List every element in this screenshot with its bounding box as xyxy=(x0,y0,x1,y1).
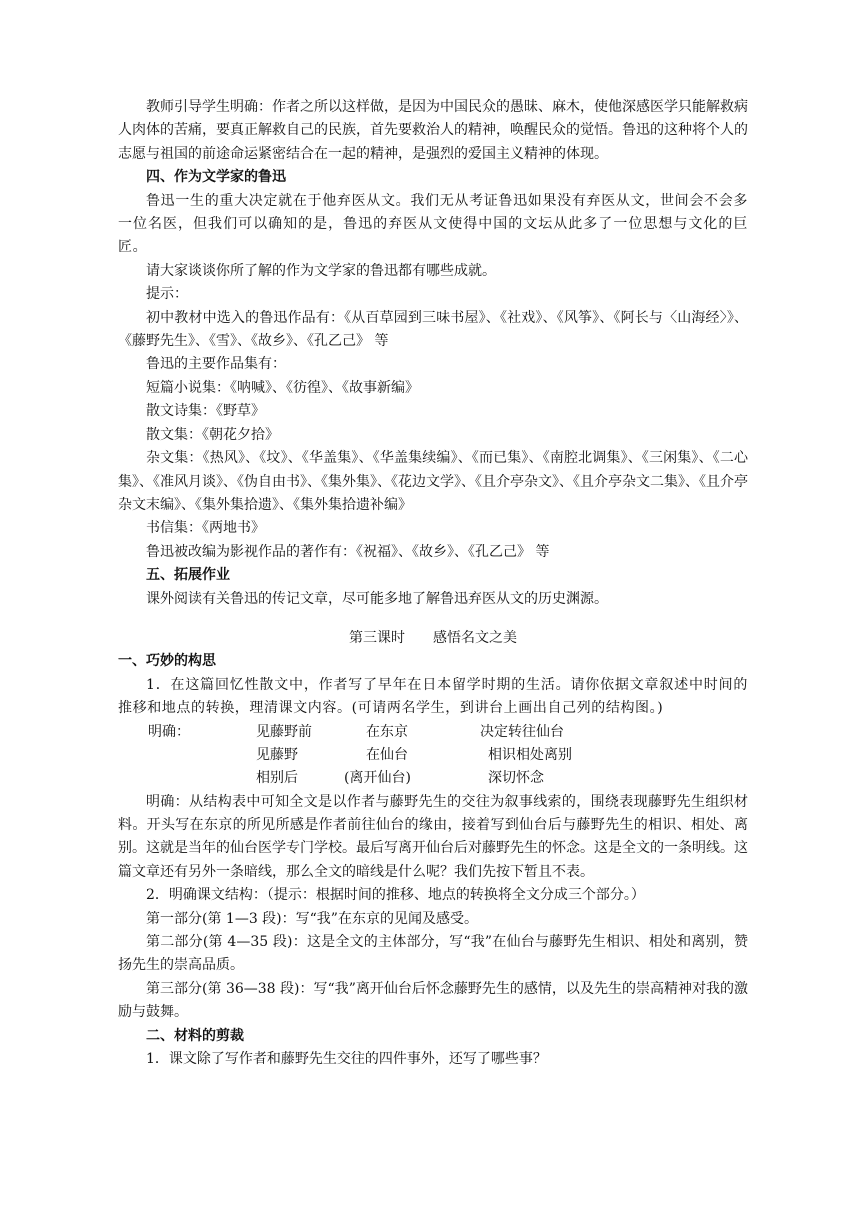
section-heading-5: 五、拓展作业 xyxy=(146,567,230,584)
paragraph-short-stories: 短篇小说集：《呐喊》、《彷徨》、《故事新编》 xyxy=(146,379,419,396)
section-heading-4: 四、作为文学家的鲁迅 xyxy=(146,169,286,186)
question-2: 2．明确课文结构：（提示：根据时间的推移、地点的转换将全文分成三个部分。） xyxy=(146,887,645,904)
paragraph-adaptations: 鲁迅被改编为影视作品的著作有：《祝福》、《故乡》、《孔乙己》 等 xyxy=(146,543,550,560)
question-1: 1．在这篇回忆性散文中，作者写了早年在日本留学时期的生活。请你依据文章叙述中时间的推移和地点的转换，理清课文内容。(可请两名学生，到讲台上画出自己列的结构图。) xyxy=(118,676,748,717)
paragraph-letters: 书信集：《两地书》 xyxy=(146,520,265,537)
paragraph-zawen: 杂文集：《热风》、《坟》、《华盖集》、《华盖集续编》、《而已集》、《南腔北调集》、《三闲集》、《二心集》、《准风月谈》、《伪自由书》、《集外集》、《花边文学》、《且介亭杂文》、《且介亭杂文二集》、《且介亭杂文末编》、《集外集拾遗》、《集外集拾遗补编》 xyxy=(118,450,748,513)
structure-cell: 深切怀念 xyxy=(488,769,544,786)
structure-cell: 在东京 xyxy=(366,723,408,740)
structure-cell: 见藤野 xyxy=(256,746,298,763)
paragraph-homework: 课外阅读有关鲁迅的传记文章，尽可能多地了解鲁迅弃医从文的历史渊源。 xyxy=(146,590,608,607)
structure-cell: (离开仙台) xyxy=(344,769,411,786)
paragraph-explanation: 明确：从结构表中可知全文是以作者与藤野先生的交往为叙事线索的，围绕表现藤野先生组织材料。开头写在东京的所见所感是作者前往仙台的缘由，接着写到仙台后与藤野先生的相识、相处、离别。这就是当年的仙台医学专门学校。最后写离开仙台后对藤野先生的怀念。这是全文的一条明线。这篇文章还有另外一条暗线，那么全文的暗线是什么呢？我们先按下暂且不表。 xyxy=(118,793,748,880)
structure-table xyxy=(118,721,748,791)
paragraph-essays: 散文集：《朝花夕拾》 xyxy=(146,426,279,443)
structure-cell: 见藤野前 xyxy=(256,723,312,740)
structure-label: 明确： xyxy=(148,723,190,740)
part-2: 第二部分(第 4—35 段)：这是全文的主体部分，写“我”在仙台与藤野先生相识、相处和离别，赞扬先生的崇高品质。 xyxy=(118,934,748,974)
paragraph-textbook-works: 初中教材中选入的鲁迅作品有：《从百草园到三味书屋》、《社戏》、《风筝》、《阿长与〈山海经〉》、《藤野先生》、《雪》、《故乡》、《孔乙己》 等 xyxy=(118,309,748,350)
structure-cell: 在仙台 xyxy=(366,746,408,763)
structure-cell: 相别后 xyxy=(256,769,298,786)
hint-label: 提示： xyxy=(146,286,188,303)
document-page xyxy=(118,96,748,1071)
paragraph-decision: 鲁迅一生的重大决定就在于他弃医从文。我们无从考证鲁迅如果没有弃医从文，世间会不会多一位名医，但我们可以确知的是，鲁迅的弃医从文使得中国的文坛从此多了一位思想与文化的巨匠。 xyxy=(118,192,748,256)
paragraph-teacher-guide: 教师引导学生明确：作者之所以这样做，是因为中国民众的愚昧、麻木，使他深感医学只能解救病人肉体的苦痛，要真正解救自己的民族，首先要救治人的精神，唤醒民众的觉悟。鲁迅的这种将个人的志愿与祖国的前途命运紧密结合在一起的精神，是强烈的爱国主义精神的体现。 xyxy=(118,99,748,162)
lesson-heading-2: 二、材料的剪裁 xyxy=(146,1027,244,1044)
paragraph-prose-poems: 散文诗集：《野草》 xyxy=(146,403,265,420)
lesson-heading-1: 一、巧妙的构思 xyxy=(118,653,216,670)
part-1: 第一部分(第 1—3 段)：写“我”在东京的见闻及感受。 xyxy=(146,910,478,927)
paragraph-collections-intro: 鲁迅的主要作品集有： xyxy=(146,356,286,373)
structure-cell: 相识相处离别 xyxy=(488,746,572,763)
paragraph-discussion: 请大家谈谈你所了解的作为文学家的鲁迅都有哪些成就。 xyxy=(146,262,496,279)
part-3: 第三部分(第 36—38 段)：写“我”离开仙台后怀念藤野先生的感情，以及先生的崇高精神对我的激励与鼓舞。 xyxy=(118,980,748,1021)
structure-cell: 决定转往仙台 xyxy=(480,723,564,740)
question-3: 1．课文除了写作者和藤野先生交往的四件事外，还写了哪些事？ xyxy=(146,1051,547,1068)
lesson-title: 第三课时 感悟名文之美 xyxy=(349,629,517,646)
